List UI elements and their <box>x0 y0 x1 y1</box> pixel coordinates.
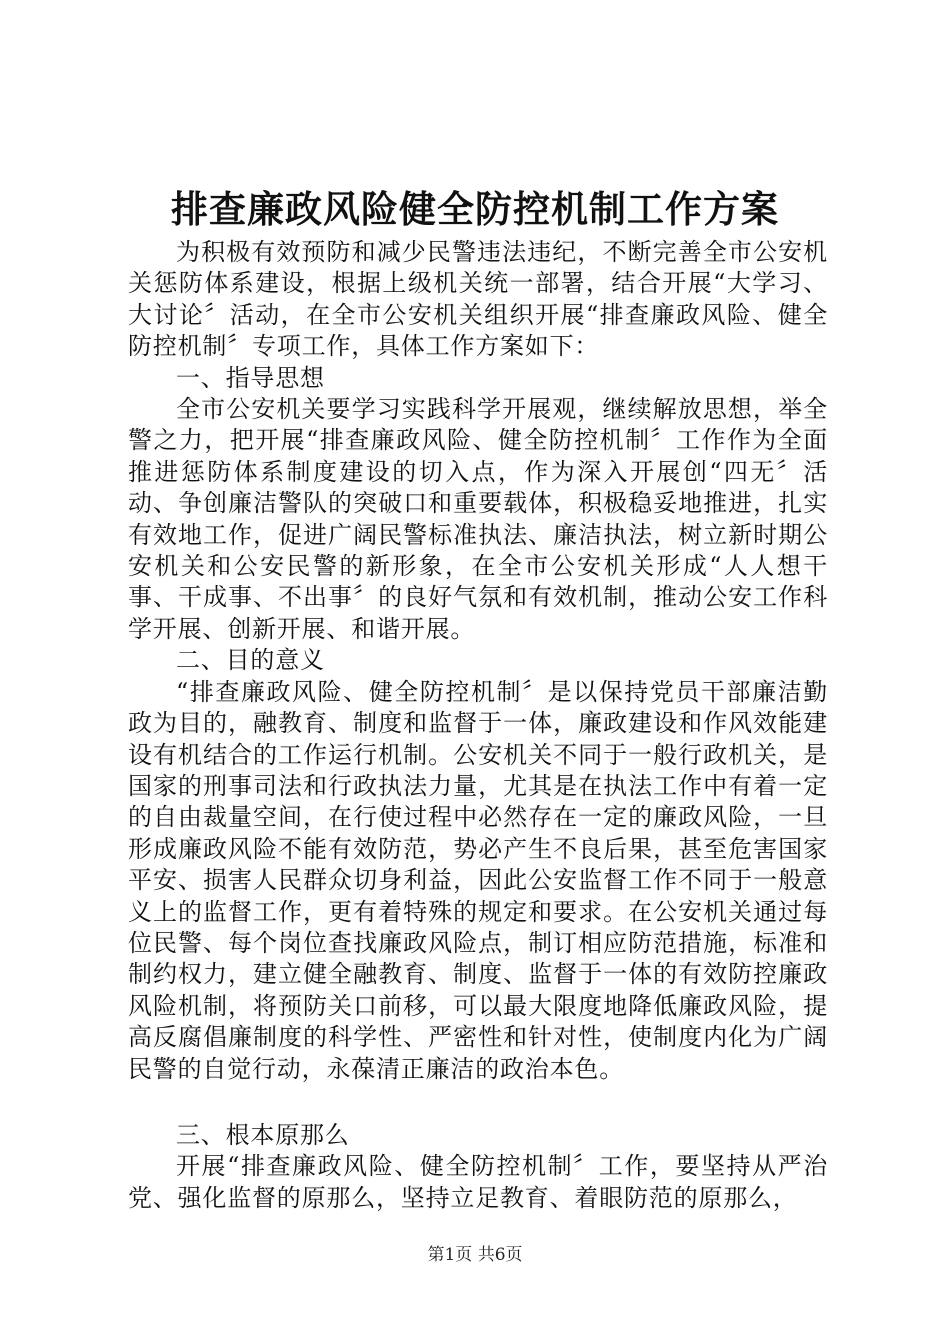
paragraph-spacer <box>128 1085 828 1120</box>
section-heading-purpose: 二、目的意义 <box>176 646 325 675</box>
document-body <box>128 237 828 1214</box>
page-number-footer: 第1页 共6页 <box>427 1245 523 1265</box>
purpose-paragraph: “排查廉政风险、健全防控机制〞是以保持党员干部廉洁勤政为目的，融教育、制度和监督于一体，廉政建设和作风效能建设有机结合的工作运行机制。公安机关不同于一般行政机关，是国家的刑事司法和行政执法力量，尤其是在执法工作中有着一定的自由裁量空间，在行使过程中必然存在一定的廉政风险，一旦形成廉政风险不能有效防范，势必产生不良后果，甚至危害国家平安、损害人民群众切身利益，因此公安监督工作不同于一般意义上的监督工作，更有着特殊的规定和要求。在公安机关通过每位民警、每个岗位查找廉政风险点，制订相应防范措施，标准和制约权力，建立健全融教育、制度、监督于一体的有效防控廉政风险机制，将预防关口前移，可以最大限度地降低廉政风险，提高反腐倡廉制度的科学性、严密性和针对性，使制度内化为广阔民警的自觉行动，永葆清正廉洁的政治本色。 <box>128 677 828 1083</box>
principles-paragraph: 开展“排查廉政风险、健全防控机制〞工作，要坚持从严治党、强化监督的原那么，坚持立足教育、着眼防范的原那么， <box>128 1152 828 1212</box>
section-heading-guiding-ideology: 一、指导思想 <box>176 363 325 392</box>
guiding-ideology-paragraph: 全市公安机关要学习实践科学开展观，继续解放思想，举全警之力，把开展“排查廉政风险、健全防控机制〞工作作为全面推进惩防体系制度建设的切入点，作为深入开展创“四无〞活动、争创廉洁警队的突破口和重要载体，积极稳妥地推进，扎实有效地工作，促进广阔民警标准执法、廉洁执法，树立新时期公安机关和公安民警的新形象，在全市公安机关形成“人人想干事、干成事、不出事〞的良好气氛和有效机制，推动公安工作科学开展、创新开展、和谐开展。 <box>128 395 828 643</box>
intro-paragraph: 为积极有效预防和减少民警违法违纪，不断完善全市公安机关惩防体系建设，根据上级机关统一部署，结合开展“大学习、大讨论〞活动，在全市公安机关组织开展“排查廉政风险、健全防控机制〞专项工作，具体工作方案如下： <box>128 238 828 361</box>
document-title: 排查廉政风险健全防控机制工作方案 <box>171 187 779 231</box>
section-heading-principles: 三、根本原那么 <box>176 1120 350 1149</box>
